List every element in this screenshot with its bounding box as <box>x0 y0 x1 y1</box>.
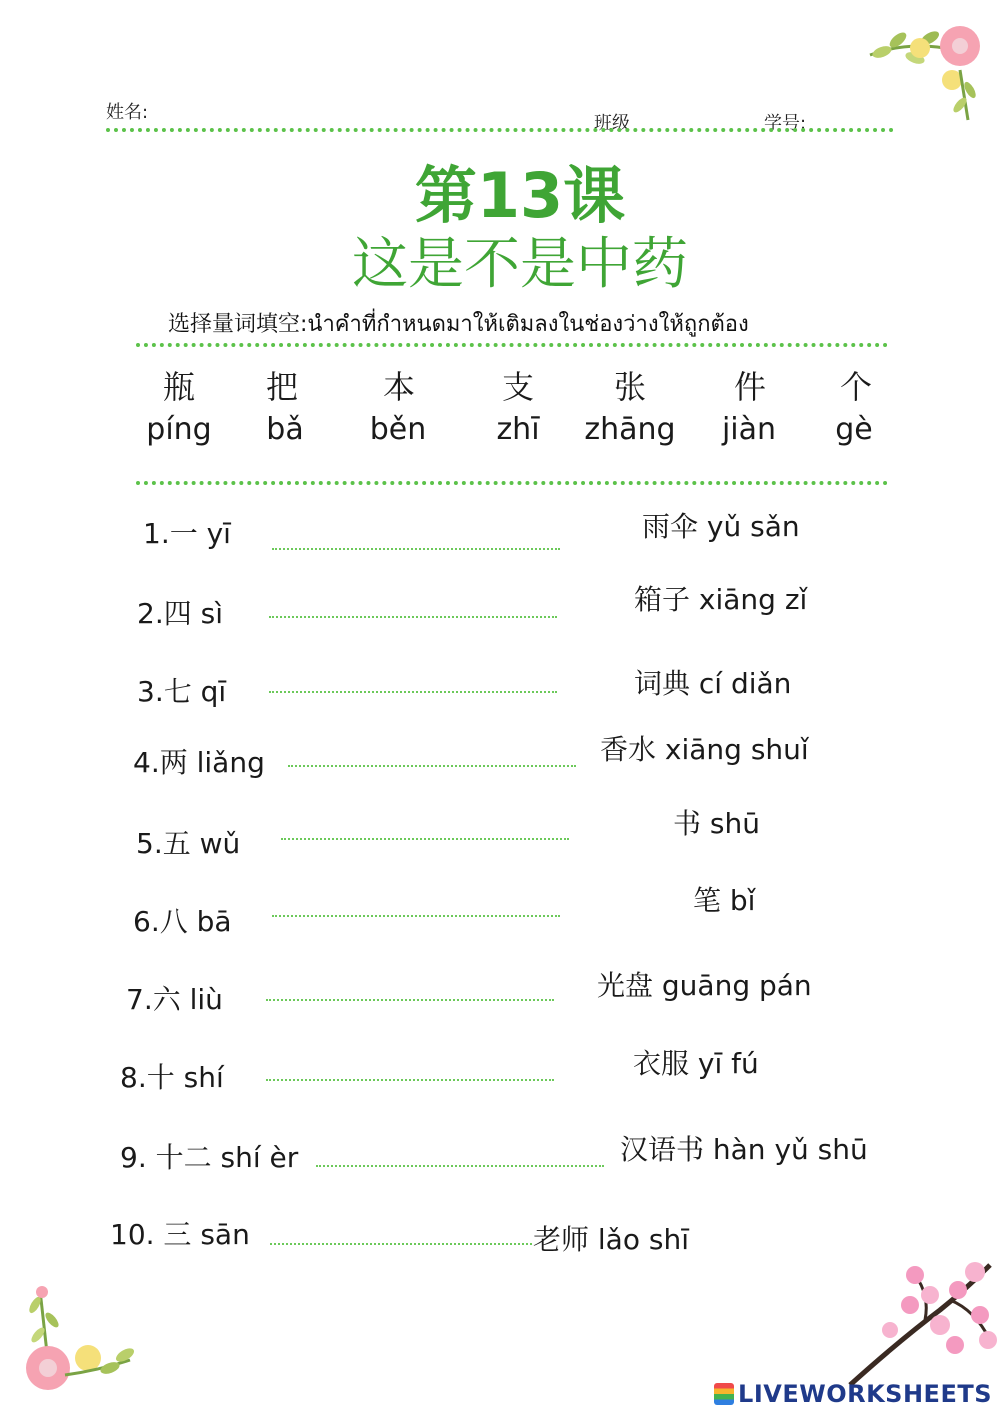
answer-blank[interactable] <box>269 691 557 693</box>
lesson-subtitle: 这是不是中药 <box>352 232 688 297</box>
answer-blank[interactable] <box>288 765 576 767</box>
answer-blank[interactable] <box>269 616 557 618</box>
question-noun: 汉语书 hàn yǔ shū <box>620 1133 868 1166</box>
measure-word-pinyin: zhāng <box>584 412 676 447</box>
question-number: 4.两 liǎng <box>133 746 265 779</box>
instruction-text: 选择量词填空:นำคำที่กำหนดมาให้เติมลงในช่องว่างให้ถูกต้อง <box>168 312 749 337</box>
class-label: 班级 <box>594 113 630 134</box>
measure-word-pinyin: gè <box>835 412 873 447</box>
answer-blank[interactable] <box>270 1243 532 1245</box>
measure-word-pinyin: bǎ <box>266 412 304 447</box>
answer-blank[interactable] <box>316 1165 604 1167</box>
student-number-label: 学号: <box>764 113 807 134</box>
measure-word-pinyin: zhī <box>496 412 540 447</box>
brand-text: LIVEWORKSHEETS <box>738 1380 992 1408</box>
question-number: 8.十 shí <box>120 1061 224 1094</box>
question-number: 10. 三 sān <box>110 1218 250 1251</box>
measure-word-char: 支 <box>501 368 534 406</box>
answer-blank[interactable] <box>272 548 560 550</box>
question-noun: 书 shū <box>673 807 760 840</box>
measure-word-pinyin: píng <box>146 412 212 447</box>
question-noun: 光盘 guāng pán <box>597 969 812 1002</box>
measure-word-pinyin: jiàn <box>721 412 777 447</box>
question-noun: 老师 lǎo shī <box>533 1223 689 1256</box>
question-number: 9. 十二 shí èr <box>120 1141 299 1174</box>
question-number: 7.六 liù <box>126 983 223 1016</box>
divider-bottom <box>136 481 888 485</box>
flower-decoration-bottom-left <box>10 1280 140 1400</box>
question-noun: 笔 bǐ <box>693 884 756 917</box>
answer-blank[interactable] <box>266 1079 554 1081</box>
question-number: 5.五 wǔ <box>136 827 241 860</box>
cherry-blossom-decoration <box>830 1250 1000 1390</box>
question-noun: 词典 cí diǎn <box>634 667 792 700</box>
answer-blank[interactable] <box>272 915 560 917</box>
question-noun: 雨伞 yǔ sǎn <box>642 510 800 543</box>
header-underline <box>106 128 894 132</box>
measure-word-char: 张 <box>613 368 646 406</box>
measure-word-pinyin: běn <box>369 412 427 447</box>
measure-word-char: 把 <box>265 368 298 406</box>
measure-word-char: 件 <box>733 368 766 406</box>
question-noun: 箱子 xiāng zǐ <box>634 583 808 616</box>
answer-blank[interactable] <box>266 999 554 1001</box>
flower-decoration-top-right <box>860 10 990 125</box>
question-number: 2.四 sì <box>137 597 223 630</box>
measure-word-char: 本 <box>382 368 415 406</box>
liveworksheets-logo <box>714 1380 992 1408</box>
question-number: 1.一 yī <box>143 517 231 550</box>
divider-top <box>136 343 888 347</box>
liveworksheets-icon <box>714 1383 734 1405</box>
question-noun: 衣服 yī fú <box>633 1047 759 1080</box>
question-number: 3.七 qī <box>137 675 227 708</box>
lesson-title: 第13课 <box>414 159 626 232</box>
measure-word-char: 瓶 <box>162 368 195 406</box>
name-label: 姓名: <box>106 102 149 123</box>
measure-word-char: 个 <box>839 368 872 406</box>
answer-blank[interactable] <box>281 838 569 840</box>
question-number: 6.八 bā <box>133 905 232 938</box>
question-noun: 香水 xiāng shuǐ <box>600 733 809 766</box>
